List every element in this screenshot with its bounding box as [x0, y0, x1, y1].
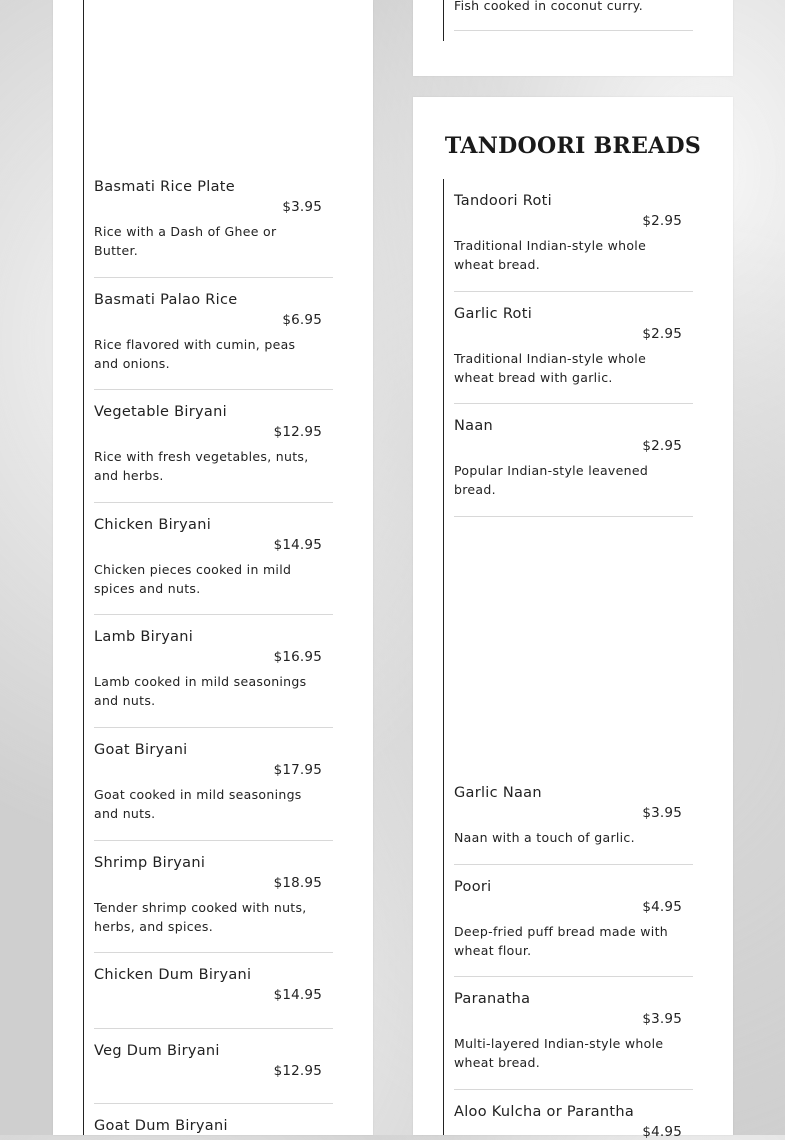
item-name: Vegetable Biryani [94, 404, 227, 420]
item-divider [454, 516, 693, 517]
item-description: Chicken pieces cooked in mild spices and nuts. [94, 562, 292, 596]
item-description: Rice with fresh vegetables, nuts, and herbs. [94, 449, 309, 483]
item-name: Veg Dum Biryani [94, 1043, 220, 1059]
item-name: Shrimp Biryani [94, 855, 206, 871]
item-price: $4.95 [642, 1124, 682, 1140]
card-border-line [443, 179, 444, 1135]
item-price: $2.95 [642, 326, 682, 342]
item-divider [94, 502, 333, 503]
item-description: Lamb cooked in mild seasonings and nuts. [94, 674, 307, 708]
item-name: Basmati Palao Rice [94, 292, 238, 308]
item-description: Goat cooked in mild seasonings and nuts. [94, 787, 302, 821]
item-name: Garlic Roti [454, 306, 533, 322]
item-name: Lamb Biryani [94, 629, 194, 645]
item-description: Multi-layered Indian-style whole wheat bread. [454, 1036, 664, 1070]
item-price: $3.95 [642, 1011, 682, 1027]
item-name: Chicken Biryani [94, 517, 212, 533]
item-description: Deep-fried puff bread made with wheat flour. [454, 924, 669, 958]
item-divider [454, 864, 693, 865]
item-divider [94, 1103, 333, 1104]
item-price: $14.95 [273, 537, 322, 553]
tandoori-breads-card [413, 97, 733, 1140]
item-price: $14.95 [273, 987, 322, 1003]
item-divider [94, 952, 333, 953]
item-description: Rice with a Dash of Ghee or Butter. [94, 224, 277, 258]
item-price: $3.95 [282, 199, 322, 215]
item-name: Goat Dum Biryani [94, 1118, 228, 1134]
item-name: Aloo Kulcha or Parantha [454, 1104, 635, 1120]
item-price: $6.95 [282, 312, 322, 328]
item-name: Chicken Dum Biryani [94, 967, 252, 983]
item-name: Paranatha [454, 991, 531, 1007]
item-description: Rice flavored with cumin, peas and onions. [94, 337, 296, 371]
item-divider [454, 976, 693, 977]
card-border-line [443, 0, 444, 41]
item-name: Garlic Naan [454, 785, 542, 801]
curry-menu-card [413, 0, 733, 76]
item-divider [94, 840, 333, 841]
item-divider [94, 727, 333, 728]
item-name: Tandoori Roti [454, 193, 552, 209]
item-divider [94, 614, 333, 615]
card-border-line [83, 0, 84, 1135]
item-name: Basmati Rice Plate [94, 179, 235, 195]
item-price: $18.95 [273, 875, 322, 891]
item-description: Popular Indian-style leavened bread. [454, 463, 649, 497]
item-description: Traditional Indian-style whole wheat bread. [454, 238, 647, 272]
item-description: Traditional Indian-style whole wheat bread with garlic. [454, 351, 647, 385]
item-price: $17.95 [273, 762, 322, 778]
item-name: Naan [454, 418, 494, 434]
item-divider [94, 1028, 333, 1029]
item-divider [454, 30, 693, 31]
rice-menu-card [53, 0, 373, 1135]
item-divider [94, 389, 333, 390]
item-divider [454, 291, 693, 292]
item-price: $12.95 [273, 1063, 322, 1079]
item-divider [454, 1089, 693, 1090]
item-price: $2.95 [642, 213, 682, 229]
item-divider [454, 403, 693, 404]
item-divider [94, 277, 333, 278]
item-description: Fish cooked in coconut curry. [454, 0, 643, 13]
item-price: $3.95 [642, 805, 682, 821]
section-title: TANDOORI BREADS [444, 133, 702, 159]
item-name: Poori [454, 879, 492, 895]
item-description: Naan with a touch of garlic. [454, 830, 635, 845]
item-price: $4.95 [642, 899, 682, 915]
item-name: Goat Biryani [94, 742, 188, 758]
item-description: Tender shrimp cooked with nuts, herbs, and spices. [94, 900, 307, 934]
item-price: $12.95 [273, 424, 322, 440]
item-price: $16.95 [273, 649, 322, 665]
item-price: $2.95 [642, 438, 682, 454]
